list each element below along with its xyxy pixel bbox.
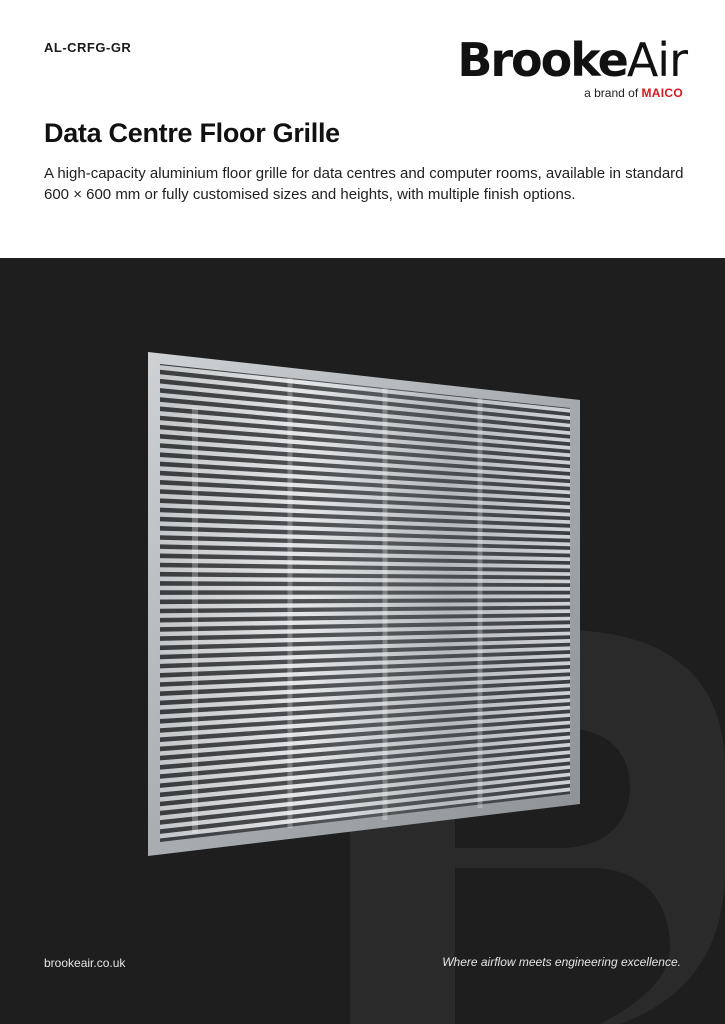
brand-wordmark	[457, 34, 687, 86]
product-code: AL-CRFG-GR	[44, 40, 132, 55]
brand-name-light: Air	[626, 33, 687, 87]
brand-name-bold: Brooke	[457, 33, 627, 87]
product-intro: A high-capacity aluminium floor grille for data centres and computer rooms, available in standard 600 × 600 mm or fully customised sizes and heights, with multiple finish options.	[44, 165, 684, 203]
hero-panel	[0, 258, 725, 1024]
brand-tagline	[584, 86, 683, 100]
hero-image	[0, 258, 725, 1024]
brand-logo	[447, 34, 687, 104]
page-title: Data Centre Floor Grille	[44, 118, 340, 148]
footer-tagline: Where airflow meets engineering excellence.	[442, 955, 681, 969]
brand-tagline-prefix: a brand of	[584, 86, 639, 100]
parent-brand: MAICO	[641, 86, 683, 100]
footer-website-url[interactable]: brookeair.co.uk	[44, 956, 126, 970]
